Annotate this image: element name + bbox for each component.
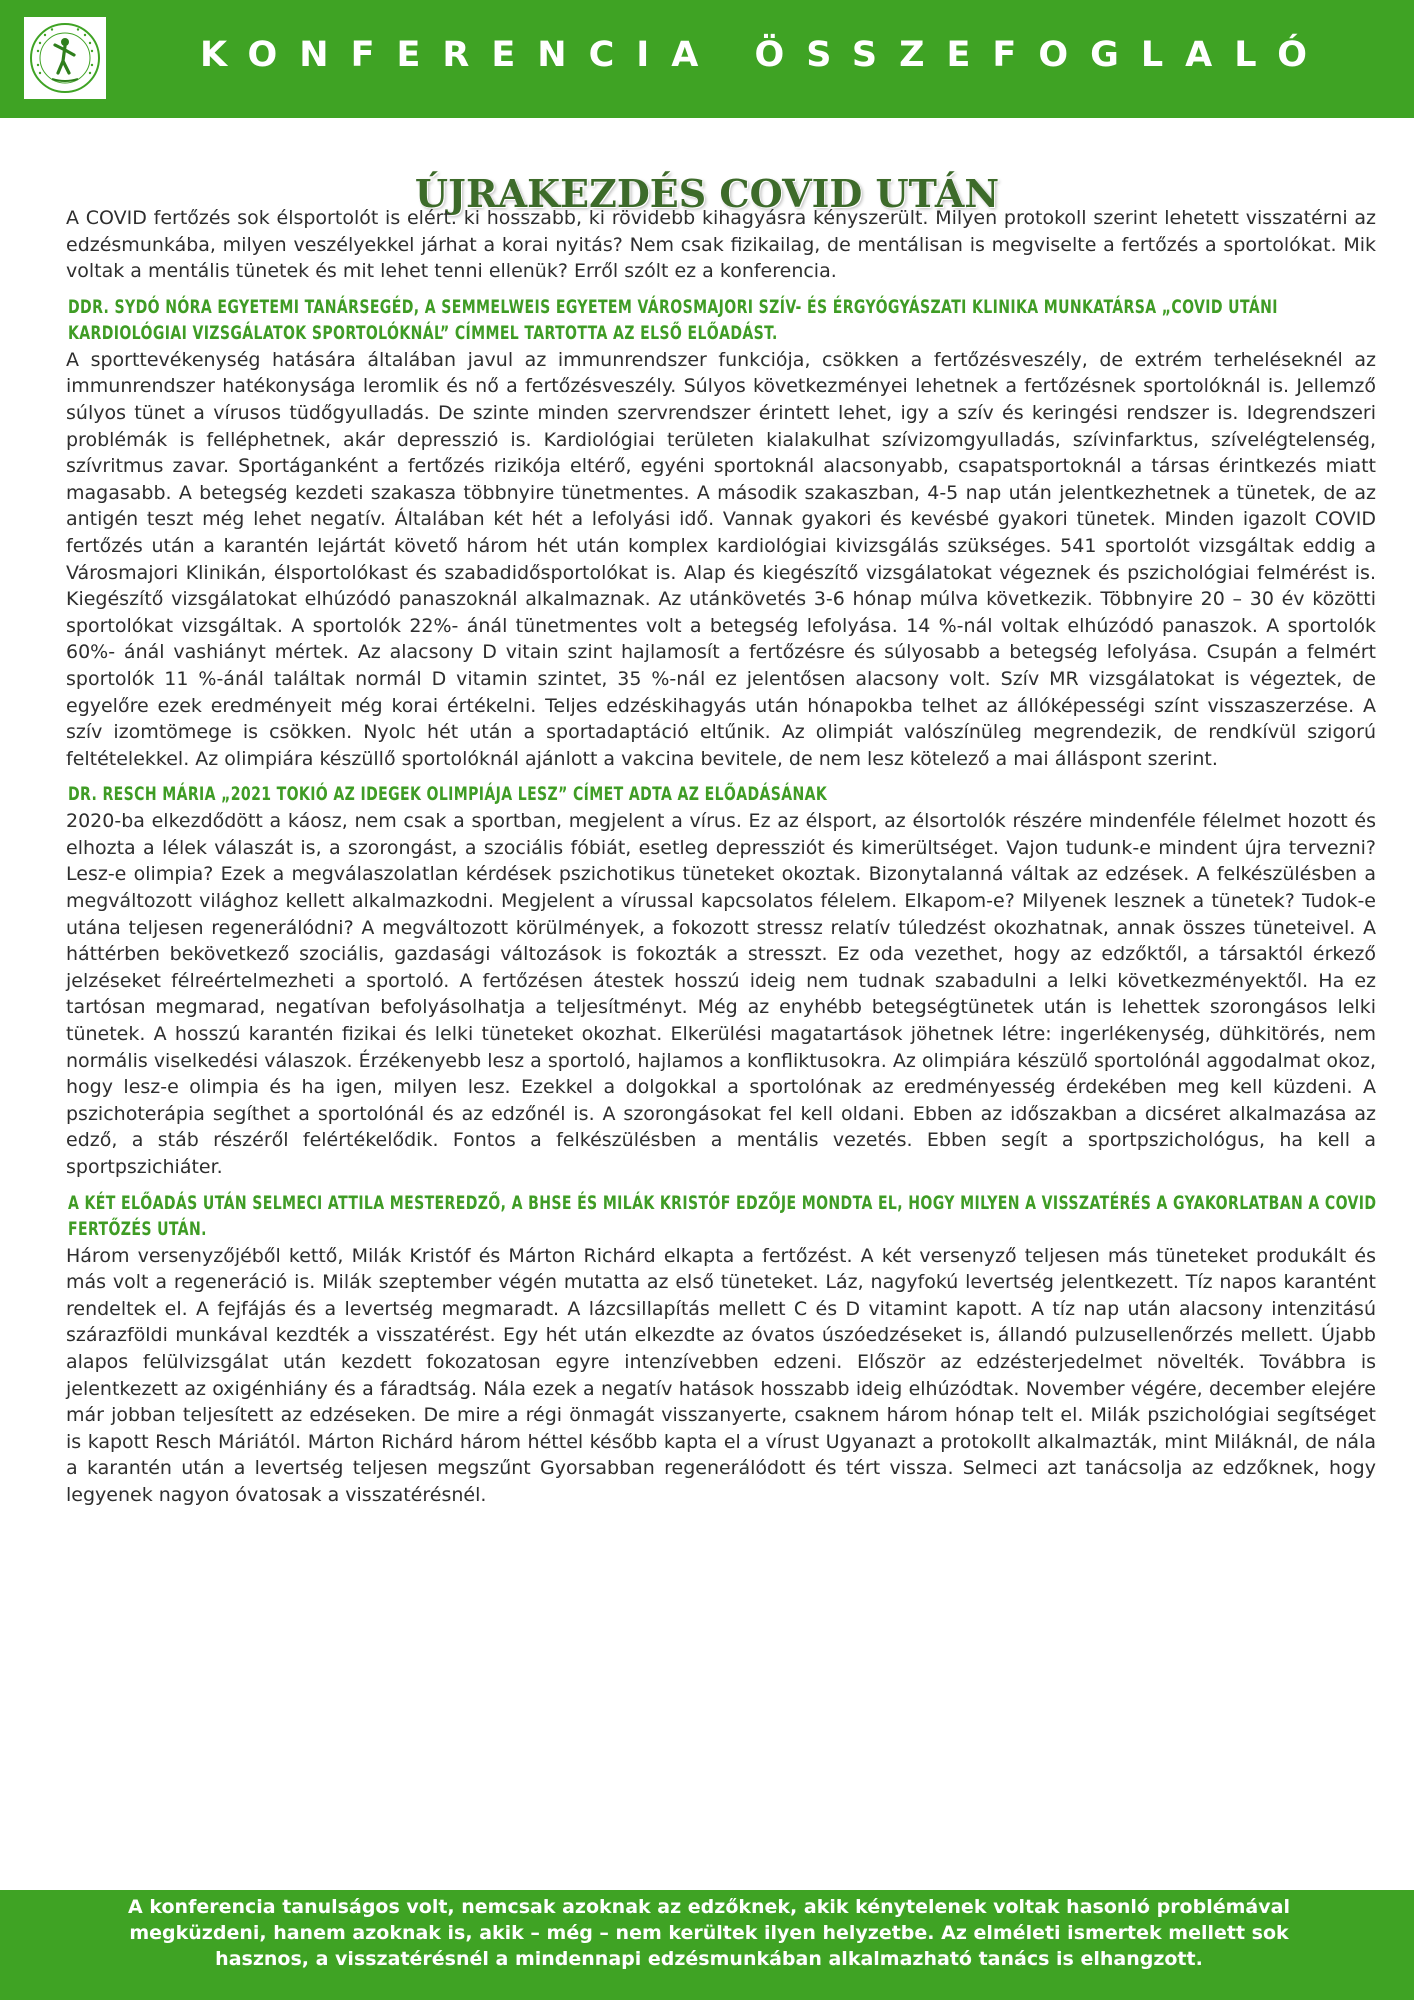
section-body-practice: Három versenyzőjéből kettő, Milák Kristóf és Márton Richárd elkapta a fertőzést. A két versenyző teljesen más tüneteket produkált és más volt a regeneráció is. Milák szeptember végén mutatta az első tüneteket. Láz, nagyfokú levertség jelentkezett. Tíz napos karantént rendeltek el. A fejfájás és a levertség megmaradt. A lázcsillapítás mellett C és D vitamint kapott. A tíz nap után alacsony intenzitású szárazföldi munkával kezdték a visszatérést. Egy hét után elkezdte az óvatos úszóedzéseket is, állandó pulzusellenőrzés mellett. Újabb alapos felülvizsgálat után kezdett fokozatosan egyre intenzívebben edzeni. Először az edzésterjedelmet növelték. Továbbra is jelentkezett az oxigénhiány és a fáradtság. Nála ezek a negatív hatások hosszabb ideig elhúzódtak. November végére, december elejére már jobban teljesített az edzéseken. De mire a régi önmagát visszanyerte, csaknem három hónap telt el. Milák pszichológiai segítséget is kapott Resch Máriától. Márton Richárd három héttel később kapta el a vírust Ugyanazt a protokollt alkalmazták, mint Miláknál, de nála a karantén után a levertség teljesen megszűnt Gyorsabban regenerálódott és tért vissza. Selmeci azt tanácsolja az edzőknek, hogy legyenek nagyon óvatosak a visszatérésnél. (66, 1244, 1376, 1506)
footer-summary: A konferencia tanulságos volt, nemcsak azoknak az edzőknek, akik kénytelenek voltak hasonló problémával megküzdeni, hanem azoknak is, akik – még – nem kerültek ilyen helyzetbe. Az elméleti ismertek mellett sok hasznos, a visszatérésnél a mindennapi edzésmunkában alkalmazható tanács is elhangzott. (128, 1896, 1290, 1970)
swimmer-medallion-logo-icon (28, 21, 102, 95)
section-body-cardiology: A sporttevékenység hatására általában javul az immunrendszer funkciója, csökken a fertőzésveszély, de extrém terheléseknél az immunrendszer hatékonysága leromlik és nő a fertőzésveszély. Súlyos következményei lehetnek a fertőzésnek sportolóknál is. Jellemző súlyos tünet a vírusos tüdőgyulladás. De szinte minden szervrendszer érintett lehet, igy a szív és keringési rendszer is. Idegrendszeri problémák is felléphetnek, akár depresszió is. Kardiológiai területen kialakulhat szívizomgyulladás, szívinfarktus, szívelégtelenség, szívritmus zavar. Sportáganként a fertőzés rizikója eltérő, egyéni sportoknál alacsonyabb, csapatsportoknál a társas érintkezés miatt magasabb. A betegség kezdeti szakasza többnyire tünetmentes. A második szakaszban, 4-5 nap után jelentkezhetnek a tünetek, de az antigén teszt még lehet negatív. Általában két hét a lefolyási idő. Vannak gyakori és kevésbé gyakori tünetek. Minden igazolt COVID fertőzés után a karantén lejártát követő három hét után komplex kardiológiai kivizsgálás szükséges. 541 sportolót vizsgáltak eddig a Városmajori Klinikán, élsportolókast és szabadidősportolókat is. Alap és kiegészítő vizsgálatokat végeznek és pszichológiai felmérést is. Kiegészítő vizsgálatokat elhúzódó panaszoknál alkalmaznak. Az utánkövetés 3-6 hónap múlva következik. Többnyire 20 – 30 év közötti sportolókat vizsgáltak. A sportolók 22%- ánál tünetmentes volt a betegség lefolyása. 14 %-nál voltak elhúzódó panaszok. A sportolók 60%- ánál vashiányt mértek. Az alacsony D vitain szint hajlamosít a fertőzésre és súlyosabb a betegség lefolyása. Csupán a felmért sportolók 11 %-ánál találtak normál D vitamin szintet, 35 %-nál ez jelentősen alacsony volt. Szív MR vizsgálatokat is végeztek, de egyelőre ezek eredményeit még korai értékelni. Teljes edzéskihagyás után hónapokba telhet az állóképességi színt visszaszerzése. A szív izomtömege is csökken. Nyolc hét után a sportadaptáció eltűnik. Az olimpiát valószínüleg megrendezik, de rendkívül szigorú feltételekkel. Az olimpiára készüllő sportolóknál ajánlott a vakcina bevitele, de nem lesz kötelező a mai álláspont szerint. (66, 348, 1376, 770)
section-body-psychology: 2020-ba elkezdődött a káosz, nem csak a sportban, megjelent a vírus. Ez az élsport, az élsortolók részére mindenféle félelmet hozott és elhozta a lélek válaszát is, a szorongást, a szociális fóbiát, esetleg depressziót és kimerültséget. Vajon tudunk-e mindent újra tervezni? Lesz-e olimpia? Ezek a megválaszolatlan kérdések pszichotikus tüneteket okoztak. Bizonytalanná váltak az edzések. A felkészülésben a megváltozott világhoz kellett alkalmazkodni. Megjelent a vírussal kapcsolatos félelem. Elkapom-e? Milyenek lesznek a tünetek? Tudok-e utána teljesen regenerálódni? A megváltozott körülmények, a fokozott stressz relatív túledzést okozhatnak, annak összes tüneteivel. A háttérben bekövetkező szociális, gazdasági változások is fokozták a stresszt. Ez oda vezethet, hogy az edzőktől, a társaktól érkező jelzéseket félreértelmezheti a sportoló. A fertőzésen átestek hosszú ideig nem tudnak szabadulni a lelki következményektől. Ha ez tartósan megmarad, negatívan befolyásolhatja a teljesítményt. Még az enyhébb betegségtünetek után is lehettek szorongásos lelki tünetek. A hosszú karantén fizikai és lelki tüneteket okozhat. Elkerülési magatartások jöhetnek létre: ingerlékenység, dühkitörés, nem normális viselkedési válaszok. Érzékenyebb lesz a sportoló, hajlamos a konfliktusokra. Az olimpiára készülő sportolónál aggodalmat okoz, hogy lesz-e olimpia és ha igen, milyen lesz. Ezekkel a dolgokkal a sportolónak az eredményesség érdekében meg kell küzdeni. A pszichoterápia segíthet a sportolónál és az edzőnél is. A szorongásokat fel kell oldani. Ebben az időszakban a dicséret alkalmazása az edző, a stáb részéről felértékelődik. Fontos a felkészülésben a mentális vezetés. Ebben segít a sportpszichológus, ha kell a sportpszichiáter. (66, 810, 1376, 1178)
article-content (66, 205, 1376, 1509)
intro-paragraph: A COVID fertőzés sok élsportolót is elért. ki hosszabb, ki rövidebb kihagyásra kényszerült. Milyen protokoll szerint lehetett visszatérni az edzésmunkába, milyen veszélyekkel járhat a korai nyitás? Nem csak fizikailag, de mentálisan is megviselte a fertőzés a sportolókat. Mik voltak a mentális tünetek és mit lehet tenni ellenük? Erről szólt ez a konferencia. (66, 207, 1376, 283)
footer-bar (0, 1890, 1414, 2000)
section-heading-practice: A KÉT ELŐADÁS UTÁN SELMECI ATTILA MESTEREDZŐ, A BHSE ÉS MILÁK KRISTÓF EDZŐJE MONDTA EL, HOGY MILYEN A VISSZATÉRÉS A GYAKORLATBAN A COVID FERTŐZÉS UTÁN. (68, 1191, 1377, 1240)
section-heading-psychology: DR. RESCH MÁRIA „2021 TOKIÓ AZ IDEGEK OLIMPIÁJA LESZ” CÍMET ADTA AZ ELŐADÁSÁNAK (68, 783, 828, 806)
article-title: ÚJRAKEZDÉS COVID UTÁN (414, 171, 1000, 217)
header-title: KONFERENCIA ÖSSZEFOGLALÓ (200, 35, 1330, 75)
logo (24, 17, 106, 99)
header-bar (0, 0, 1414, 118)
section-heading-cardiology: DDR. SYDÓ NÓRA EGYETEMI TANÁRSEGÉD, A SEMMELWEIS EGYETEM VÁROSMAJORI SZÍV- ÉS ÉRGYÓGYÁSZATI KLINIKA MUNKATÁRSA „COVID UTÁNI KARDIOLÓGIAI VIZSGÁLATOK SPORTOLÓKNÁL” CÍMMEL TARTOTTA AZ ELSŐ ELŐADÁST. (68, 295, 1278, 344)
